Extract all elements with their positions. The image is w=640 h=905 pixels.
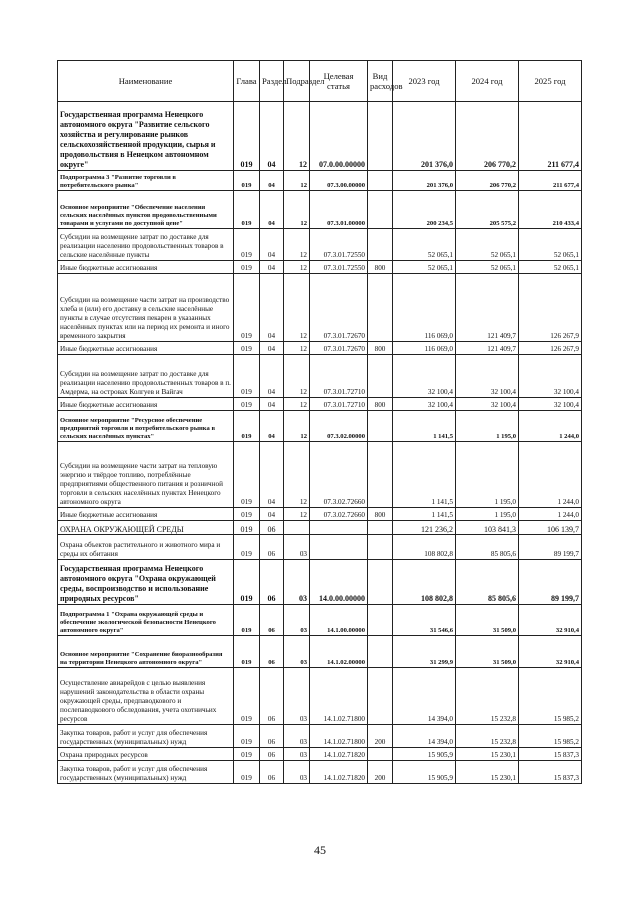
cell-y2025: 32 910,4 (519, 636, 582, 668)
header-glava: Глава (234, 61, 260, 102)
cell-podrazdel: 03 (284, 748, 310, 761)
cell-razdel: 06 (260, 725, 284, 748)
cell-vid (368, 605, 393, 636)
cell-vid (368, 102, 393, 171)
table-row (58, 521, 582, 535)
cell-name: Субсидии на возмещение части затрат на производство хлеба и (или) его доставку в сельские населённые пункты в случае отсутствия пекарен в указанных населённых пунктах или на период их ремонта и иного временного закрытия (58, 274, 234, 342)
cell-target: 14.1.02.71800 (310, 725, 368, 748)
cell-razdel: 04 (260, 355, 284, 398)
header-target: Целевая статья (310, 61, 368, 102)
cell-y2023: 15 905,9 (393, 761, 456, 784)
cell-vid (368, 535, 393, 560)
cell-glava: 019 (234, 411, 260, 442)
cell-name: Иные бюджетные ассигнования (58, 261, 234, 274)
budget-table (57, 60, 582, 784)
cell-razdel: 06 (260, 560, 284, 605)
header-2025: 2025 год (519, 61, 582, 102)
cell-razdel: 06 (260, 535, 284, 560)
cell-y2024: 32 100,4 (456, 355, 519, 398)
cell-y2025: 211 677,4 (519, 102, 582, 171)
cell-y2025: 1 244,0 (519, 442, 582, 508)
cell-y2024: 85 805,6 (456, 560, 519, 605)
table-row (58, 342, 582, 355)
header-vid: Вид расходов (368, 61, 393, 102)
cell-razdel: 04 (260, 229, 284, 261)
cell-y2023: 52 065,1 (393, 229, 456, 261)
cell-glava: 019 (234, 355, 260, 398)
cell-razdel: 04 (260, 411, 284, 442)
cell-podrazdel: 03 (284, 605, 310, 636)
cell-y2025: 15 837,3 (519, 761, 582, 784)
cell-vid: 800 (368, 398, 393, 411)
cell-y2025: 15 985,2 (519, 725, 582, 748)
cell-glava: 019 (234, 442, 260, 508)
cell-y2023: 32 100,4 (393, 355, 456, 398)
cell-name: Субсидии на возмещение затрат по доставке для реализации населению продовольственных товаров в п. Амдерма, на островах Колгуев и Вайгач (58, 355, 234, 398)
cell-target: 07.3.01.72550 (310, 261, 368, 274)
cell-y2025: 1 244,0 (519, 411, 582, 442)
cell-vid: 800 (368, 342, 393, 355)
cell-name: Основное мероприятие "Ресурсное обеспечение предприятий торговли и потребительского рынка в сельских населённых пунктах" (58, 411, 234, 442)
cell-y2025: 52 065,1 (519, 229, 582, 261)
cell-y2023: 121 236,2 (393, 521, 456, 535)
cell-target: 14.1.02.71800 (310, 668, 368, 725)
page-number: 45 (314, 843, 326, 857)
cell-razdel: 06 (260, 761, 284, 784)
cell-podrazdel: 12 (284, 411, 310, 442)
cell-y2023: 200 234,5 (393, 191, 456, 229)
cell-glava: 019 (234, 261, 260, 274)
cell-vid (368, 442, 393, 508)
cell-name: ОХРАНА ОКРУЖАЮЩЕЙ СРЕДЫ (58, 521, 234, 535)
cell-y2024: 15 230,1 (456, 761, 519, 784)
cell-name: Основное мероприятие "Сохранение биоразнообразия на территории Ненецкого автономного округа" (58, 636, 234, 668)
cell-vid (368, 229, 393, 261)
cell-name: Охрана объектов растительного и животного мира и среды их обитания (58, 535, 234, 560)
cell-y2023: 14 394,0 (393, 725, 456, 748)
cell-y2025: 210 433,4 (519, 191, 582, 229)
cell-vid: 200 (368, 761, 393, 784)
table-row (58, 191, 582, 229)
cell-razdel: 04 (260, 102, 284, 171)
cell-name: Осуществление авиарейдов с целью выявления нарушений законодательства в области охраны окружающей среды, предпаводкового и послепаводкового обследования, учета охотничьих ресурсов (58, 668, 234, 725)
cell-target (310, 535, 368, 560)
cell-target: 07.3.01.72670 (310, 342, 368, 355)
cell-vid: 200 (368, 725, 393, 748)
cell-y2024: 1 195,0 (456, 442, 519, 508)
cell-razdel: 06 (260, 668, 284, 725)
cell-y2024: 205 575,2 (456, 191, 519, 229)
cell-y2024: 15 230,1 (456, 748, 519, 761)
cell-y2023: 15 905,9 (393, 748, 456, 761)
cell-podrazdel: 12 (284, 342, 310, 355)
cell-y2023: 31 546,6 (393, 605, 456, 636)
cell-y2025: 32 910,4 (519, 605, 582, 636)
table-body (58, 102, 582, 784)
cell-vid (368, 748, 393, 761)
cell-podrazdel: 12 (284, 442, 310, 508)
cell-glava: 019 (234, 398, 260, 411)
cell-razdel: 04 (260, 261, 284, 274)
cell-podrazdel: 03 (284, 668, 310, 725)
cell-target: 07.3.01.72670 (310, 274, 368, 342)
cell-vid (368, 191, 393, 229)
cell-vid (368, 668, 393, 725)
table-row (58, 636, 582, 668)
cell-y2024: 52 065,1 (456, 229, 519, 261)
cell-podrazdel: 12 (284, 508, 310, 521)
cell-target: 07.3.02.72660 (310, 442, 368, 508)
cell-glava: 019 (234, 636, 260, 668)
cell-name: Субсидии на возмещение части затрат на тепловую энергию и твёрдое топливо, потреблённые предприятиями общественного питания и розничной торговли в сельских населённых пунктах Ненецкого автономного округа (58, 442, 234, 508)
header-podrazdel: Подраздел (284, 61, 310, 102)
cell-name: Иные бюджетные ассигнования (58, 508, 234, 521)
cell-vid (368, 560, 393, 605)
cell-razdel: 04 (260, 191, 284, 229)
cell-y2024: 1 195,0 (456, 411, 519, 442)
cell-podrazdel: 03 (284, 725, 310, 748)
cell-glava: 019 (234, 761, 260, 784)
cell-podrazdel: 03 (284, 560, 310, 605)
cell-target: 07.3.01.72710 (310, 398, 368, 411)
cell-y2025: 211 677,4 (519, 171, 582, 191)
cell-y2025: 126 267,9 (519, 274, 582, 342)
cell-glava: 019 (234, 508, 260, 521)
cell-razdel: 04 (260, 171, 284, 191)
cell-glava: 019 (234, 521, 260, 535)
cell-y2023: 116 069,0 (393, 274, 456, 342)
cell-y2025: 15 985,2 (519, 668, 582, 725)
cell-y2024: 103 841,3 (456, 521, 519, 535)
cell-y2025: 15 837,3 (519, 748, 582, 761)
cell-vid: 800 (368, 508, 393, 521)
cell-vid (368, 411, 393, 442)
cell-name: Государственная программа Ненецкого автономного округа "Развитие сельского хозяйства и регулирование рынков сельскохозяйственной продукции, сырья и продовольствия в Ненецком автономном округе" (58, 102, 234, 171)
cell-podrazdel: 12 (284, 229, 310, 261)
header-2023: 2023 год (393, 61, 456, 102)
table-row (58, 560, 582, 605)
cell-razdel: 06 (260, 521, 284, 535)
header-row (58, 61, 582, 102)
cell-y2023: 14 394,0 (393, 668, 456, 725)
cell-target: 14.1.00.00000 (310, 605, 368, 636)
cell-vid: 800 (368, 261, 393, 274)
cell-y2023: 1 141,5 (393, 508, 456, 521)
cell-y2023: 1 141,5 (393, 411, 456, 442)
cell-target: 14.0.00.00000 (310, 560, 368, 605)
cell-vid (368, 274, 393, 342)
cell-podrazdel: 12 (284, 191, 310, 229)
cell-y2023: 201 376,0 (393, 102, 456, 171)
cell-razdel: 04 (260, 508, 284, 521)
header-name: Наименование (58, 61, 234, 102)
cell-y2025: 89 199,7 (519, 560, 582, 605)
cell-y2024: 121 409,7 (456, 274, 519, 342)
cell-razdel: 04 (260, 398, 284, 411)
header-razdel: Раздел (260, 61, 284, 102)
header-2024: 2024 год (456, 61, 519, 102)
cell-glava: 019 (234, 171, 260, 191)
cell-glava: 019 (234, 725, 260, 748)
cell-y2024: 85 805,6 (456, 535, 519, 560)
table-row (58, 725, 582, 748)
table-row (58, 102, 582, 171)
cell-name: Государственная программа Ненецкого автономного округа "Охрана окружающей среды, воспроизводство и использование природных ресурсов" (58, 560, 234, 605)
cell-razdel: 06 (260, 748, 284, 761)
cell-razdel: 04 (260, 342, 284, 355)
cell-y2024: 32 100,4 (456, 398, 519, 411)
cell-y2024: 1 195,0 (456, 508, 519, 521)
cell-y2024: 31 509,0 (456, 605, 519, 636)
table-row (58, 508, 582, 521)
cell-podrazdel: 03 (284, 535, 310, 560)
cell-podrazdel: 12 (284, 102, 310, 171)
cell-name: Подпрограмма 3 "Развитие торговли в потребительского рынка" (58, 171, 234, 191)
cell-name: Подпрограмма 1 "Охрана окружающей среды и обеспечение экологической безопасности Ненецкого автономного округа" (58, 605, 234, 636)
table-row (58, 274, 582, 342)
cell-glava: 019 (234, 342, 260, 355)
cell-glava: 019 (234, 229, 260, 261)
cell-y2023: 201 376,0 (393, 171, 456, 191)
cell-y2025: 52 065,1 (519, 261, 582, 274)
cell-glava: 019 (234, 274, 260, 342)
cell-y2023: 108 802,8 (393, 535, 456, 560)
cell-y2024: 15 232,8 (456, 668, 519, 725)
cell-y2024: 31 509,0 (456, 636, 519, 668)
cell-podrazdel: 03 (284, 761, 310, 784)
cell-razdel: 06 (260, 636, 284, 668)
cell-y2025: 89 199,7 (519, 535, 582, 560)
cell-podrazdel: 12 (284, 355, 310, 398)
table-row (58, 748, 582, 761)
cell-target: 07.3.01.72550 (310, 229, 368, 261)
table-row (58, 605, 582, 636)
table-row (58, 398, 582, 411)
cell-y2025: 32 100,4 (519, 355, 582, 398)
cell-vid (368, 636, 393, 668)
cell-target: 14.1.02.71820 (310, 748, 368, 761)
cell-y2024: 206 770,2 (456, 102, 519, 171)
table-row (58, 411, 582, 442)
cell-name: Основное мероприятие "Обеспечение населения сельских населённых пунктов продовольственными товарами и услугами по доступной цене" (58, 191, 234, 229)
cell-glava: 019 (234, 560, 260, 605)
cell-name: Иные бюджетные ассигнования (58, 342, 234, 355)
cell-target: 07.3.02.72660 (310, 508, 368, 521)
cell-y2025: 32 100,4 (519, 398, 582, 411)
cell-y2025: 106 139,7 (519, 521, 582, 535)
cell-vid (368, 171, 393, 191)
cell-glava: 019 (234, 535, 260, 560)
cell-y2023: 116 069,0 (393, 342, 456, 355)
cell-target: 07.3.01.00000 (310, 191, 368, 229)
cell-target: 07.3.02.00000 (310, 411, 368, 442)
cell-glava: 019 (234, 191, 260, 229)
cell-y2023: 52 065,1 (393, 261, 456, 274)
cell-y2023: 31 299,9 (393, 636, 456, 668)
cell-y2024: 52 065,1 (456, 261, 519, 274)
table-row (58, 761, 582, 784)
cell-vid (368, 521, 393, 535)
cell-name: Иные бюджетные ассигнования (58, 398, 234, 411)
cell-target: 07.3.01.72710 (310, 355, 368, 398)
cell-y2023: 1 141,5 (393, 442, 456, 508)
cell-name: Охрана природных ресурсов (58, 748, 234, 761)
cell-razdel: 04 (260, 274, 284, 342)
table-row (58, 668, 582, 725)
cell-glava: 019 (234, 668, 260, 725)
cell-y2024: 206 770,2 (456, 171, 519, 191)
cell-name: Закупка товаров, работ и услуг для обеспечения государственных (муниципальных) нужд (58, 761, 234, 784)
cell-glava: 019 (234, 748, 260, 761)
table-row (58, 229, 582, 261)
cell-podrazdel: 03 (284, 636, 310, 668)
cell-glava: 019 (234, 605, 260, 636)
cell-glava: 019 (234, 102, 260, 171)
cell-podrazdel (284, 521, 310, 535)
cell-vid (368, 355, 393, 398)
cell-name: Закупка товаров, работ и услуг для обеспечения государственных (муниципальных) нужд (58, 725, 234, 748)
cell-razdel: 04 (260, 442, 284, 508)
cell-y2023: 32 100,4 (393, 398, 456, 411)
cell-name: Субсидии на возмещение затрат по доставке для реализации населению продовольственных товаров в сельские населённые пункты (58, 229, 234, 261)
table-row (58, 535, 582, 560)
cell-y2023: 108 802,8 (393, 560, 456, 605)
cell-target: 14.1.02.00000 (310, 636, 368, 668)
cell-podrazdel: 12 (284, 274, 310, 342)
cell-target: 14.1.02.71820 (310, 761, 368, 784)
table-row (58, 261, 582, 274)
cell-y2024: 121 409,7 (456, 342, 519, 355)
cell-y2025: 126 267,9 (519, 342, 582, 355)
cell-target: 07.3.00.00000 (310, 171, 368, 191)
table-row (58, 355, 582, 398)
cell-podrazdel: 12 (284, 398, 310, 411)
cell-razdel: 06 (260, 605, 284, 636)
cell-podrazdel: 12 (284, 171, 310, 191)
cell-podrazdel: 12 (284, 261, 310, 274)
cell-y2024: 15 232,8 (456, 725, 519, 748)
table-row (58, 442, 582, 508)
cell-y2025: 1 244,0 (519, 508, 582, 521)
cell-target (310, 521, 368, 535)
table-row (58, 171, 582, 191)
cell-target: 07.0.00.00000 (310, 102, 368, 171)
